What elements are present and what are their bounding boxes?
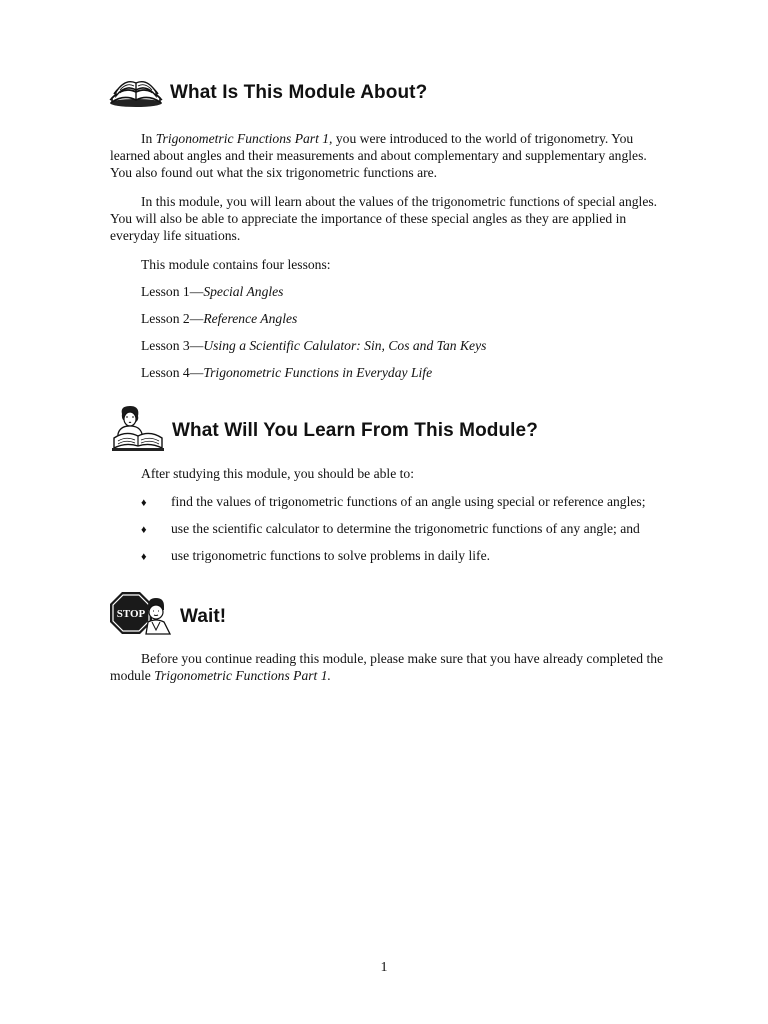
lessons-intro: This module contains four lessons: (141, 257, 331, 272)
stop-sign-icon (108, 590, 174, 643)
list-item (141, 520, 640, 539)
about-paragraph-1 (110, 130, 670, 181)
lesson-item (141, 283, 283, 300)
wait-p-title: Trigonometric Functions Part 1. (154, 668, 331, 683)
list-item-text: use the scientific calculator to determine the trigonometric functions of any angle; and (171, 521, 640, 536)
learn-intro: After studying this module, you should be able to: (141, 466, 414, 481)
lesson-title: Trigonometric Functions in Everyday Life (203, 365, 433, 380)
lesson-prefix: Lesson 1— (141, 284, 204, 299)
lesson-item (141, 337, 486, 354)
about-p1-lead: In (141, 131, 156, 146)
about-p1-title: Trigonometric Functions Part 1, (155, 131, 333, 146)
lesson-prefix: Lesson 3— (141, 338, 204, 353)
section-heading-about: What Is This Module About? (170, 81, 428, 103)
reading-student-icon (108, 404, 166, 457)
diamond-bullet-icon: ♦ (141, 551, 147, 563)
list-item (141, 547, 490, 566)
list-item-text: find the values of trigonometric functions of an angle using special or reference angles; (171, 494, 646, 509)
about-p1-rest: you were introduced to the world of trigonometry. You learned about angles and their measurements and about complementary and supplementary angles. You also found out what the six trigonometric functions are. (110, 131, 647, 180)
diamond-bullet-icon: ♦ (141, 524, 147, 536)
section-header-about (108, 72, 427, 113)
section-header-learn (108, 404, 538, 457)
lesson-prefix: Lesson 4— (141, 365, 204, 380)
section-header-wait (108, 590, 226, 643)
wait-p-lead: Before you continue reading this module, please make sure that you have already completed the module (110, 651, 664, 683)
section-heading-wait: Wait! (180, 605, 227, 627)
list-item-text: use trigonometric functions to solve problems in daily life. (171, 548, 491, 563)
about-paragraph-2: In this module, you will learn about the values of the trigonometric functions of special angles. You will also be able to appreciate the importance of these special angles as they are applied in everyday life situations. (110, 194, 658, 243)
lesson-item (141, 364, 432, 381)
lesson-title: Reference Angles (203, 311, 298, 326)
lesson-prefix: Lesson 2— (141, 311, 204, 326)
lesson-item (141, 310, 297, 327)
list-item (141, 493, 645, 512)
wait-paragraph (110, 650, 670, 684)
lesson-title: Using a Scientific Calulator: Sin, Cos and Tan Keys (203, 338, 487, 353)
page-number: 1 (380, 960, 388, 975)
stop-sign-label: STOP (116, 608, 146, 620)
diamond-bullet-icon: ♦ (141, 497, 147, 509)
section-heading-learn: What Will You Learn From This Module? (172, 419, 538, 441)
open-book-icon (108, 72, 164, 113)
lesson-title: Special Angles (203, 284, 284, 299)
